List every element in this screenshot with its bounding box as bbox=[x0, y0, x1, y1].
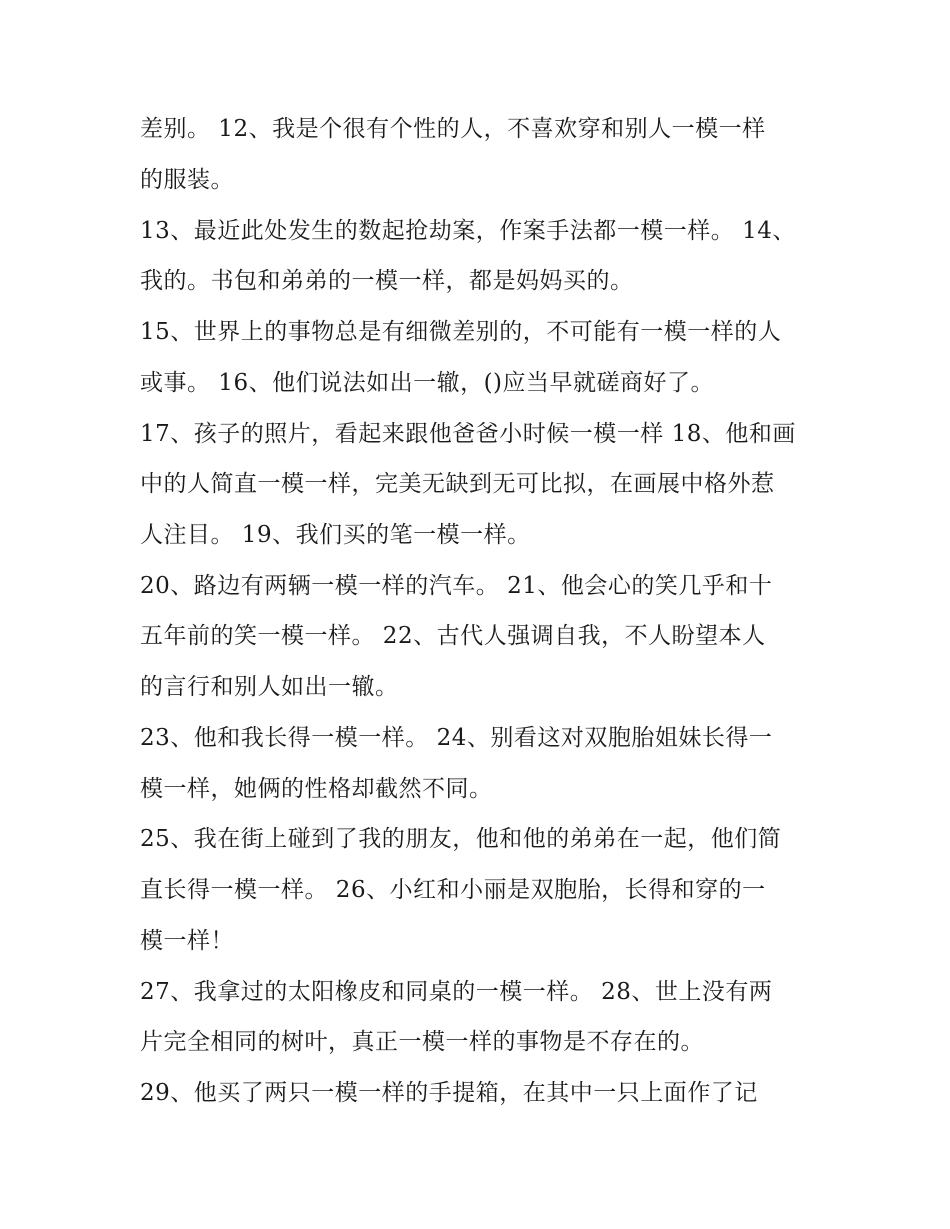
text-line: 直长得一模一样。 26、小红和小丽是双胞胎，长得和穿的一 bbox=[140, 877, 766, 903]
text-line: 29、他买了两只一模一样的手提箱，在其中一只上面作了记 bbox=[140, 1080, 758, 1106]
text-line: 25、我在街上碰到了我的朋友，他和他的弟弟在一起，他们简 bbox=[140, 826, 782, 852]
text-line: 模一样！ bbox=[140, 928, 234, 954]
text-line: 的服装。 bbox=[140, 167, 234, 193]
text-line: 我的。书包和弟弟的一模一样，都是妈妈买的。 bbox=[140, 268, 634, 294]
text-line: 片完全相同的树叶，真正一模一样的事物是不存在的。 bbox=[140, 1029, 704, 1055]
text-line: 17、孩子的照片，看起来跟他爸爸小时候一模一样 18、他和画 bbox=[140, 421, 796, 447]
text-line: 差别。 12、我是个很有个性的人，不喜欢穿和别人一模一样 bbox=[140, 116, 766, 142]
text-line: 的言行和别人如出一辙。 bbox=[140, 674, 399, 700]
text-line: 27、我拿过的太阳橡皮和同桌的一模一样。 28、世上没有两 bbox=[140, 979, 773, 1005]
text-line: 中的人简直一模一样，完美无缺到无可比拟，在画展中格外惹 bbox=[140, 471, 775, 497]
text-line: 20、路边有两辆一模一样的汽车。 21、他会心的笑几乎和十 bbox=[140, 573, 773, 599]
text-line: 五年前的笑一模一样。 22、古代人强调自我，不人盼望本人 bbox=[140, 623, 766, 649]
text-line: 15、世界上的事物总是有细微差别的，不可能有一模一样的人 bbox=[140, 319, 782, 345]
text-line: 23、他和我长得一模一样。 24、别看这对双胞胎姐妹长得一 bbox=[140, 725, 773, 751]
text-line: 模一样，她俩的性格却截然不同。 bbox=[140, 776, 493, 802]
text-line: 13、最近此处发生的数起抢劫案，作案手法都一模一样。 14、 bbox=[140, 218, 796, 244]
text-line: 或事。 16、他们说法如出一辙，()应当早就磋商好了。 bbox=[140, 370, 715, 396]
text-line: 人注目。 19、我们买的笔一模一样。 bbox=[140, 522, 531, 548]
